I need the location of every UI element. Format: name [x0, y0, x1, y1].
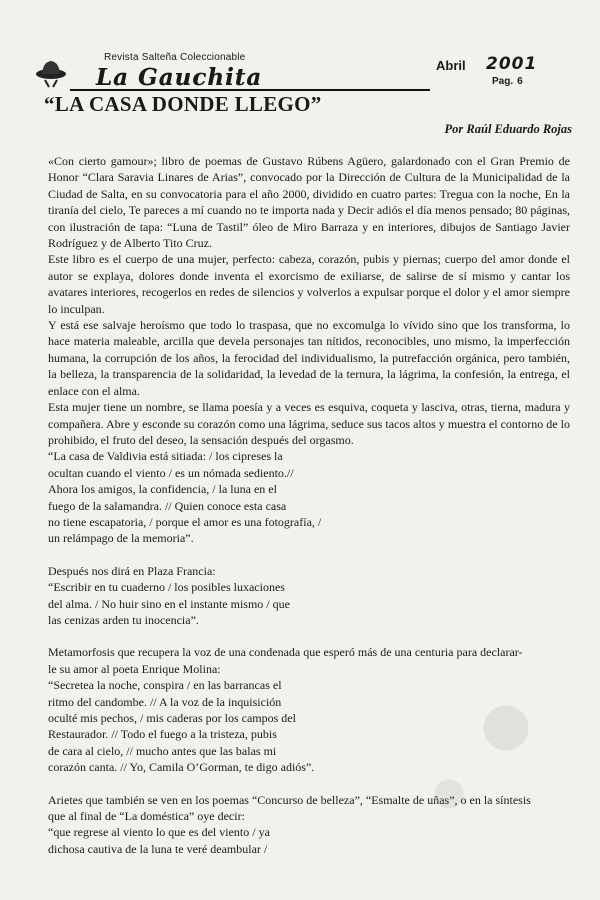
poem-line: “Escribir en tu cuaderno / los posibles luxaciones — [48, 580, 285, 595]
paragraph: «Con cierto gamour»; libro de poemas de Gustavo Rúbens Agüero, galardonado con el Gran Premio de Honor “Clara Saravia Linares de Arias”, convocado por la Dirección de Cultura de la Municipalidad de la Ciudad de Salta, en su convocatoria para el año 2000, dividido en cuatro partes: Tregua con la noche, En la tiranía del cielo, Te pareces a mí cuando no te importa nada y Decir adiós el día menos pensado; 80 páginas, con ilustración de tapa: “Luna de Tastil” óleo de Miro Barraza y en interiores, dibujos de Santiago Javier Rodríguez y de Alberto Tito Cruz. — [48, 154, 570, 251]
poem-line: fuego de la salamandra. // Quien conoce esta casa — [48, 498, 287, 513]
text-line: Arietes que también se ven en los poemas “Concurso de belleza”, “Esmalte de uñas”, o en la síntesis — [48, 792, 531, 807]
issue-month: Abril — [436, 58, 466, 73]
article-byline: Por Raúl Eduardo Rojas — [444, 122, 572, 136]
paragraph: Este libro es el cuerpo de una mujer, perfecto: cabeza, corazón, pubis y piernas; cuerpo del amor donde el autor se explaya, dolores donde inventa el exorcismo de exiliarse, de salirse de sí mismo y cantar los avatares interiores, recogerlos en redes de silencios y volverlos a expulsar porque el dolor y el amor siempre lo inculpan. — [48, 252, 570, 316]
masthead-title: La Gauchita — [96, 64, 263, 91]
poem-quote — [48, 448, 570, 546]
text-line: Metamorfosis que recupera la voz de una condenada que esperó más de una centuria para declarar- — [48, 645, 523, 660]
poem-line: ocultan cuando el viento / es un nómada sediento.// — [48, 465, 294, 480]
page-indicator — [492, 76, 523, 87]
poem-line: dichosa cautiva de la luna te veré deambular / — [48, 841, 268, 856]
text-line: le su amor al poeta Enrique Molina: — [48, 661, 221, 676]
article-title: “LA CASA DONDE LLEGO” — [44, 92, 322, 116]
poem-line: “Secretea la noche, conspira / en las barrancas el — [48, 678, 282, 693]
poem-line: Restaurador. // Todo el fuego a la tristeza, pubis — [48, 727, 277, 742]
poem-line: del alma. / No huir sino en el instante mismo / que — [48, 596, 290, 611]
poem-line: “La casa de Valdivia está sitiada: / los cipreses la — [48, 449, 283, 464]
poem-line: un relámpago de la memoria”. — [48, 531, 194, 546]
masthead — [30, 50, 570, 98]
text-line: que al final de “La doméstica” oye decir: — [48, 809, 245, 824]
poem-line: oculté mis pechos, / mis caderas por los campos del — [48, 711, 296, 725]
reverse-page-bleed — [392, 640, 582, 860]
poem-line: no tiene escapatoria, / porque el amor es una fotografía, / — [48, 514, 322, 529]
poem-line: “que regrese al viento lo que es del viento / ya — [48, 825, 270, 840]
poem-line: corazón canta. // Yo, Camila O’Gorman, te digo adiós”. — [48, 760, 315, 775]
poem-line: de cara al cielo, // mucho antes que las balas mi — [48, 743, 277, 758]
poem-quote — [48, 579, 570, 628]
issue-year: 2001 — [486, 54, 538, 74]
paragraph: Y está ese salvaje heroísmo que todo lo traspasa, que no excomulga lo vívido sino que los transforma, lo hace materia maleable, arcilla que devela personajes tan nítidos, reconocibles, uno mismo, la imperfección humana, la corrupción de los años, la ferocidad del individualismo, la putrefacción orgánica, pero también, la belleza, la transparencia de la solidaridad, la levedad de la ternura, la lágrima, la confesión, la entrega, el enlace con el alma. — [48, 318, 570, 398]
page-label: Pag. — [492, 76, 514, 87]
masthead-kicker: Revista Salteña Coleccionable — [104, 52, 246, 63]
masthead-rule — [70, 89, 430, 91]
paragraph: Esta mujer tiene un nombre, se llama poesía y a veces es esquiva, coqueta y lasciva, otras, tierna, madura y compañera. Abre y esconde su corazón como una lágrima, seduce sus tacos altos y muestra el contorno de lo prohibido, el fruto del deseo, la sensación después del orgasmo. — [48, 400, 570, 447]
page-number: 6 — [517, 76, 523, 87]
paragraph: Después nos dirá en Plaza Francia: — [48, 563, 216, 578]
poem-line: ritmo del candombe. // A la voz de la inquisición — [48, 694, 282, 709]
poem-line: las cenizas arden tu inocencia”. — [48, 612, 199, 627]
gaucho-hat-icon — [34, 54, 68, 88]
poem-line: Ahora los amigos, la confidencia, / la luna en el — [48, 482, 277, 497]
spacer — [48, 547, 570, 563]
